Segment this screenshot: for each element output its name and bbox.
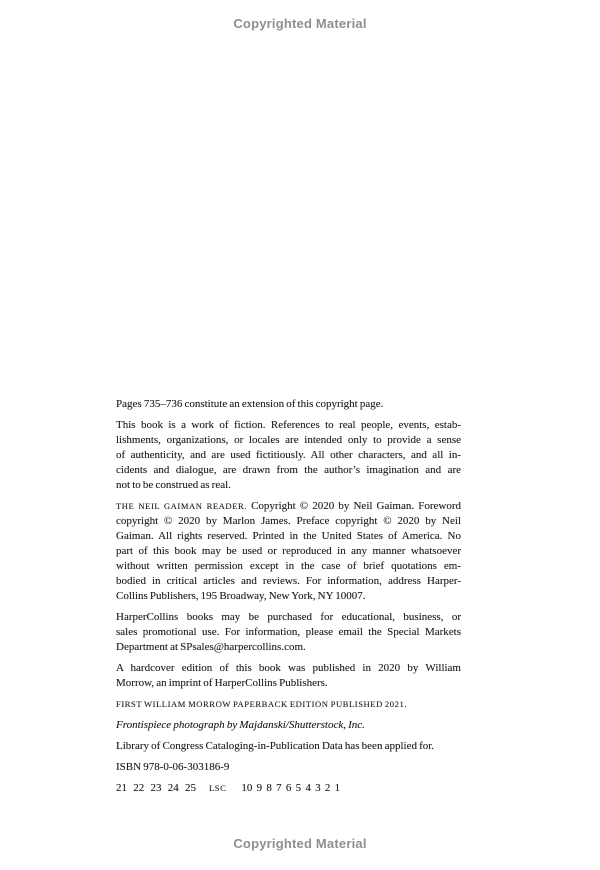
text-line: Morrow, an imprint of HarperCollins Publishers. [116, 677, 328, 689]
copyright-text-block [116, 397, 461, 802]
text-line: bodied in critical articles and reviews. For information, address Harper- [116, 575, 461, 587]
printer-code: LSC [209, 783, 227, 793]
printers-key-line [116, 781, 461, 796]
text-line: part of this book may be used or reproduced in any manner whatsoever [116, 545, 461, 557]
isbn-number: ISBN 978-0-06-303186-9 [116, 761, 230, 773]
text-line: sales promotional use. For information, please email the Special Markets [116, 626, 461, 638]
copyrighted-material-watermark-top: Copyrighted Material [233, 16, 367, 31]
text-line: cidents and dialogue, are drawn from the author’s imagination and are [116, 464, 461, 476]
frontispiece-credit-paragraph [116, 718, 461, 733]
text-line: A hardcover edition of this book was published in 2020 by William [116, 662, 461, 674]
text-line: without written permission except in the case of brief quotations em- [116, 560, 461, 572]
text-line: of authenticity, and are used fictitiously. All other characters, and all in- [116, 449, 461, 461]
text-line [116, 499, 461, 514]
text-line: HarperCollins books may be purchased for educational, business, or [116, 611, 461, 623]
printers-key-years: 21 22 23 24 25 [116, 782, 196, 794]
copyrighted-material-watermark-bottom: Copyrighted Material [233, 836, 367, 851]
frontispiece-credit: Frontispiece photograph by Majdanski/Shutterstock, Inc. [116, 719, 365, 731]
printers-key-paragraph [116, 781, 461, 796]
text-line: not to be construed as real. [116, 479, 231, 491]
text-line-fragment: Copyright © 2020 by Neil Gaiman. Foreword [246, 500, 461, 512]
text-line: Gaiman. All rights reserved. Printed in the United States of America. No [116, 530, 461, 542]
library-of-congress-paragraph [116, 739, 461, 754]
hardcover-edition-paragraph [116, 661, 461, 691]
text-line: Pages 735–736 constitute an extension of this copyright page. [116, 398, 384, 410]
isbn-paragraph [116, 760, 461, 775]
fiction-disclaimer-paragraph [116, 418, 461, 493]
text-line: copyright © 2020 by Marlon James. Preface copyright © 2020 by Neil [116, 515, 461, 527]
special-markets-paragraph [116, 610, 461, 655]
loc-note: Library of Congress Cataloging-in-Publication Data has been applied for. [116, 740, 435, 752]
paperback-edition-paragraph [116, 697, 461, 712]
copyright-notice-paragraph [116, 499, 461, 604]
text-line: Collins Publishers, 195 Broadway, New York, NY 10007. [116, 590, 366, 602]
text-line: Department at SPsales@harpercollins.com. [116, 641, 306, 653]
paperback-edition-note: FIRST WILLIAM MORROW PAPERBACK EDITION PUBLISHED 2021. [116, 699, 408, 709]
book-title-smallcaps: THE NEIL GAIMAN READER. [116, 501, 247, 511]
printers-key-run: 10 9 8 7 6 5 4 3 2 1 [241, 782, 341, 794]
text-line: This book is a work of fiction. References to real people, events, estab- [116, 419, 461, 431]
text-line: lishments, organizations, or locales are intended only to provide a sense [116, 434, 461, 446]
extension-note-paragraph [116, 397, 461, 412]
